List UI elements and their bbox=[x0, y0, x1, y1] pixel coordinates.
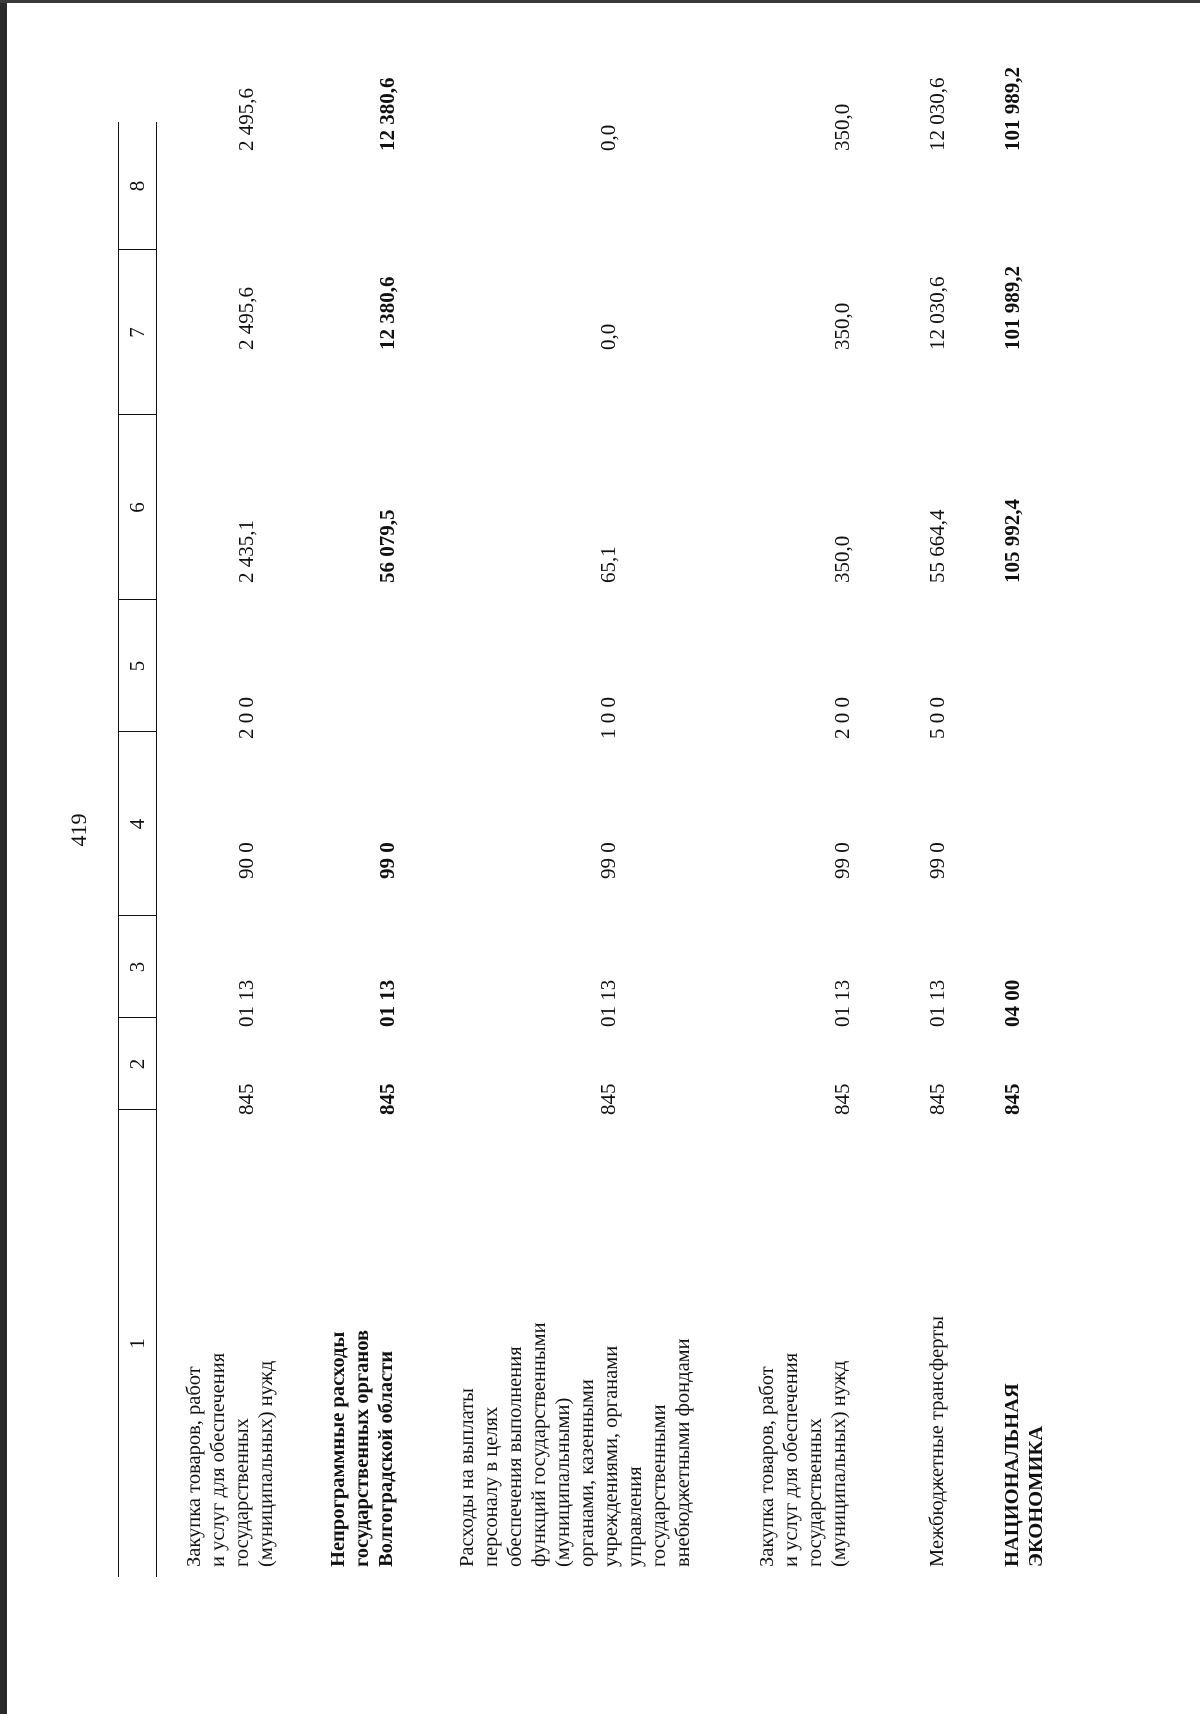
cell-code-4: 90 0 bbox=[234, 842, 258, 879]
row-label: Закупка товаров, работ и услуг для обеспечения государственных (муниципальных) нужд bbox=[183, 1352, 277, 1567]
cell-code-5: 1 0 0 bbox=[596, 697, 620, 739]
row-label: Межбюджетные трансферты bbox=[926, 1316, 948, 1567]
cell-code-3: 01 13 bbox=[234, 979, 258, 1027]
column-header-3: 3 bbox=[125, 961, 149, 973]
cell-code-5: 5 0 0 bbox=[925, 697, 949, 739]
cell-value-8: 0,0 bbox=[596, 124, 620, 151]
header-bottom-rule bbox=[156, 122, 157, 1577]
cell-value-7: 12 380,6 bbox=[375, 276, 399, 350]
column-header-2: 2 bbox=[125, 1058, 149, 1070]
cell-value-8: 2 495,6 bbox=[234, 88, 258, 151]
cell-value-7: 350,0 bbox=[830, 302, 854, 350]
cell-value-7: 0,0 bbox=[596, 323, 620, 350]
cell-value-8: 101 989,2 bbox=[1000, 67, 1024, 151]
rotated-page-content bbox=[0, 67, 1100, 1695]
column-header-6: 6 bbox=[125, 502, 149, 513]
cell-value-7: 101 989,2 bbox=[1000, 266, 1024, 350]
cell-code-3: 01 13 bbox=[830, 979, 854, 1027]
cell-value-6: 65,1 bbox=[596, 546, 620, 583]
column-header-4: 4 bbox=[125, 818, 149, 830]
cell-code-2: 845 bbox=[375, 1083, 399, 1115]
scan-edge-top bbox=[0, 0, 1200, 3]
cell-code-2: 845 bbox=[830, 1083, 854, 1115]
cell-value-7: 12 030,6 bbox=[925, 276, 949, 350]
page-number: 419 bbox=[66, 813, 91, 847]
cell-code-3: 04 00 bbox=[1000, 979, 1024, 1027]
cell-code-5: 2 0 0 bbox=[830, 697, 854, 739]
budget-table bbox=[0, 67, 1100, 1695]
cell-value-6: 105 992,4 bbox=[1000, 499, 1024, 583]
cell-value-6: 56 079,5 bbox=[375, 509, 399, 583]
cell-code-4: 99 0 bbox=[375, 842, 399, 879]
cell-value-6: 2 435,1 bbox=[234, 520, 258, 583]
column-header-7: 7 bbox=[125, 327, 149, 338]
cell-value-8: 350,0 bbox=[830, 103, 854, 151]
cell-code-2: 845 bbox=[234, 1083, 258, 1115]
cell-code-4: 99 0 bbox=[925, 842, 949, 879]
cell-value-7: 2 495,6 bbox=[234, 287, 258, 350]
cell-value-6: 350,0 bbox=[830, 535, 854, 583]
row-label: Расходы на выплаты персоналу в целях обеспечения выполнения функций государственными (муниципальными) органами, казенными учреждениями, органами управления государственными внебюджетными фондами bbox=[456, 1322, 694, 1567]
cell-code-4: 99 0 bbox=[596, 842, 620, 879]
column-header-1: 1 bbox=[125, 1338, 149, 1349]
column-header-5: 5 bbox=[125, 660, 149, 672]
cell-code-2: 845 bbox=[596, 1083, 620, 1115]
cell-code-4: 99 0 bbox=[830, 842, 854, 879]
column-header-8: 8 bbox=[125, 180, 149, 192]
cell-value-8: 12 380,6 bbox=[375, 77, 399, 151]
row-label: Закупка товаров, работ и услуг для обеспечения государственных (муниципальных) нужд bbox=[756, 1352, 850, 1567]
cell-code-3: 01 13 bbox=[925, 979, 949, 1027]
cell-code-2: 845 bbox=[1000, 1083, 1024, 1115]
cell-value-8: 12 030,6 bbox=[925, 77, 949, 151]
cell-code-2: 845 bbox=[925, 1083, 949, 1115]
cell-value-6: 55 664,4 bbox=[925, 509, 949, 583]
row-label: Непрограммные расходы государственных органов Волгоградской области bbox=[327, 1329, 397, 1567]
cell-code-5: 2 0 0 bbox=[234, 697, 258, 739]
cell-code-3: 01 13 bbox=[596, 979, 620, 1027]
cell-code-3: 01 13 bbox=[375, 979, 399, 1027]
row-label: НАЦИОНАЛЬНАЯ ЭКОНОМИКА bbox=[1001, 1383, 1047, 1567]
